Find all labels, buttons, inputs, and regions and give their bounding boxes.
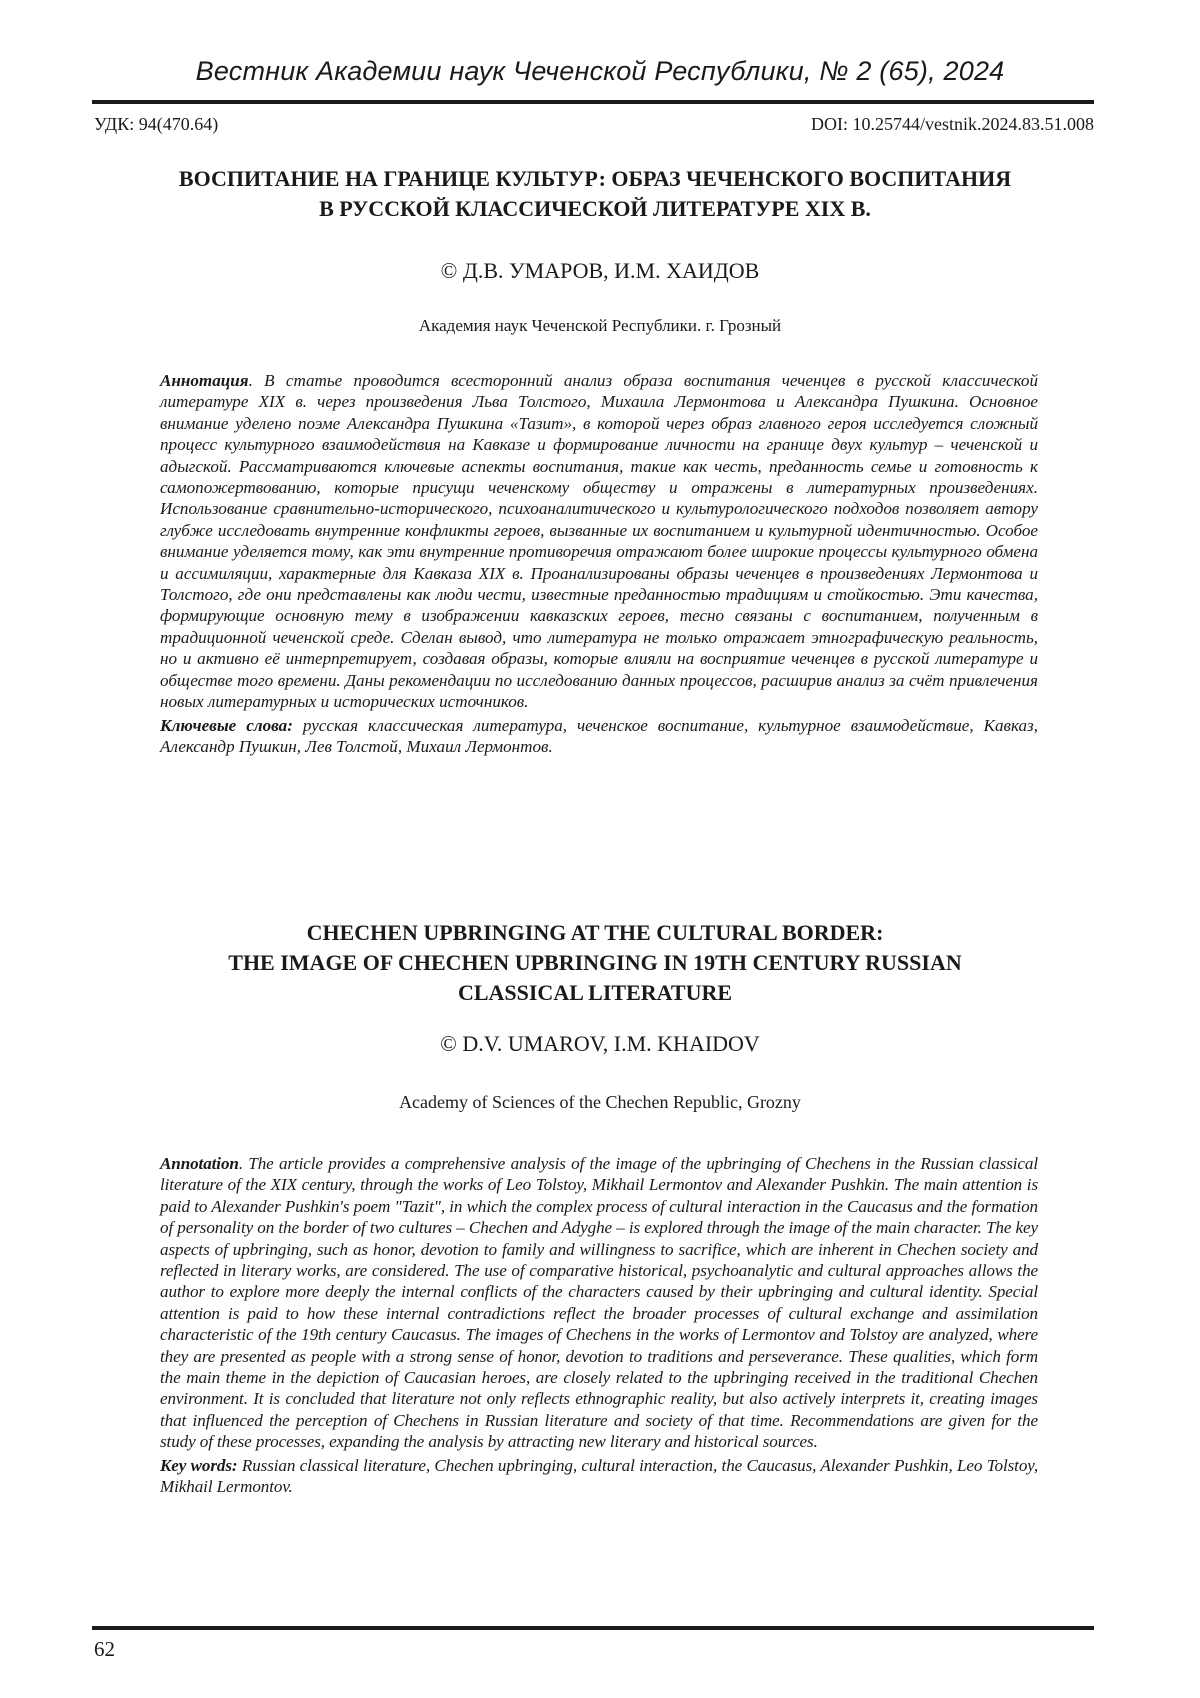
abstract-english-label: Annotation (160, 1154, 239, 1173)
keywords-russian-text: русская классическая литература, чеченское воспитание, культурное взаимодействие, Кавказ, Александр Пушкин, Лев Толстой, Михаил Лермонтов. (160, 715, 1039, 756)
abstract-russian-text: . В статье проводится всесторонний анализ образа воспитания чеченцев в русской классической литературе XIX в. через произведения Льва Толстого, Михаила Лермонтова и Александра Пушкина. Основное внимание уделено поэме Александра Пушкина «Тазит», в которой через образ главного героя исследуется сложный процесс культурного взаимодействия на Кавказе и формирование личности на границе двух культур – чеченской и адыгской. Рассматриваются ключевые аспекты воспитания, такие как честь, преданность семье и готовность к самопожертвованию, которые присущи чеченскому обществу и отражены в литературных произведениях. Использование сравнительно-исторического, психоаналитического и культурологического подходов позволяет автору глубже исследовать внутренние конфликты героев, вызванные их воспитанием и культурной идентичностью. Особое внимание уделяется тому, как эти внутренние противоречия отражают более широкие процессы культурного обмена и ассимиляции, характерные для Кавказа XIX в. Проанализированы образы чеченцев в произведениях Лермонтова и Толстого, где они представлены как люди чести, известные преданностью традициям и стойкостью. Эти качества, формирующие основную тему в изображении кавказских героев, тесно связаны с воспитанием, полученным в традиционной чеченской среде. Сделан вывод, что литература не только отражает этнографическую реальность, но и активно её интерпретирует, создавая образы, которые влияли на восприятие чеченцев в русской литературе и обществе того времени. Даны рекомендации по исследованию данных процессов, расширив анализ за счёт привлечения новых литературных и исторических источников. (160, 371, 1038, 712)
abstract-russian (160, 370, 1038, 757)
title-english-line-2: THE IMAGE OF CHECHEN UPBRINGING IN 19TH CENTURY RUSSIAN (228, 950, 962, 975)
abstract-russian-body (160, 370, 1038, 713)
udk-code: УДК: 94(470.64) (94, 114, 219, 134)
abstract-russian-label: Аннотация (160, 371, 249, 390)
keywords-english-label: Key words: (160, 1455, 238, 1475)
title-russian (90, 164, 1100, 224)
affiliation-russian: Академия наук Чеченской Республики. г. Грозный (418, 316, 782, 335)
abstract-english (160, 1153, 1038, 1498)
keywords-english-text: Russian classical literature, Chechen upbringing, cultural interaction, the Caucasus, Alexander Pushkin, Leo Tolstoy, Mikhail Lermontov. (160, 1455, 1038, 1497)
title-english-line-1: CHECHEN UPBRINGING AT THE CULTURAL BORDER: (306, 920, 884, 945)
keywords-russian-label: Ключевые слова: (160, 715, 293, 735)
header-rule (92, 100, 1094, 104)
title-english-line-3: CLASSICAL LITERATURE (457, 980, 733, 1005)
keywords-english (160, 1455, 1038, 1498)
title-english (90, 918, 1100, 1008)
title-russian-line-1: ВОСПИТАНИЕ НА ГРАНИЦЕ КУЛЬТУР: ОБРАЗ ЧЕЧЕНСКОГО ВОСПИТАНИЯ (178, 166, 1012, 191)
page-number: 62 (94, 1637, 115, 1661)
affiliation-english: Academy of Sciences of the Chechen Republic, Grozny (399, 1092, 801, 1112)
journal-header: Вестник Академии наук Чеченской Республики, № 2 (65), 2024 (195, 56, 1005, 86)
title-russian-line-2: В РУССКОЙ КЛАССИЧЕСКОЙ ЛИТЕРАТУРЕ XIX В. (319, 196, 871, 221)
keywords-russian (160, 715, 1038, 758)
doi: DOI: 10.25744/vestnik.2024.83.51.008 (811, 114, 1094, 134)
abstract-english-text: . The article provides a comprehensive analysis of the image of the upbringing of Chechens in the Russian classical literature of the XIX century, through the works of Leo Tolstoy, Mikhail Lermontov and Alexander Pushkin. The main attention is paid to Alexander Pushkin's poem "Tazit", in which the complex process of cultural interaction in the Caucasus and the formation of personality on the border of two cultures – Chechen and Adyghe – is explored through the image of the main character. The key aspects of upbringing, such as honor, devotion to family and willingness to sacrifice, which are inherent in Chechen society and reflected in literary works, are considered. The use of comparative historical, psychoanalytic and cultural approaches allows the author to explore more deeply the internal conflicts of the characters caused by their upbringing and cultural identity. Special attention is paid to how these internal contradictions reflect the broader processes of cultural exchange and assimilation characteristic of the 19th century Caucasus. The images of Chechens in the works of Lermontov and Tolstoy are analyzed, where they are presented as people with a strong sense of honor, devotion to traditions and perseverance. These qualities, which form the main theme in the depiction of Caucasian heroes, are closely related to the upbringing received in the traditional Chechen environment. It is concluded that literature not only reflects ethnographic reality, but also actively interprets it, creating images that influenced the perception of Chechens in Russian literature and society of that time. Recommendations are given for the study of these processes, expanding the analysis by attracting new literary and historical sources. (160, 1154, 1038, 1452)
authors-russian: © Д.В. УМАРОВ, И.М. ХАИДОВ (440, 258, 760, 283)
abstract-english-body (160, 1153, 1038, 1453)
footer-rule (92, 1626, 1094, 1630)
authors-english: © D.V. UMAROV, I.M. KHAIDOV (440, 1031, 760, 1056)
